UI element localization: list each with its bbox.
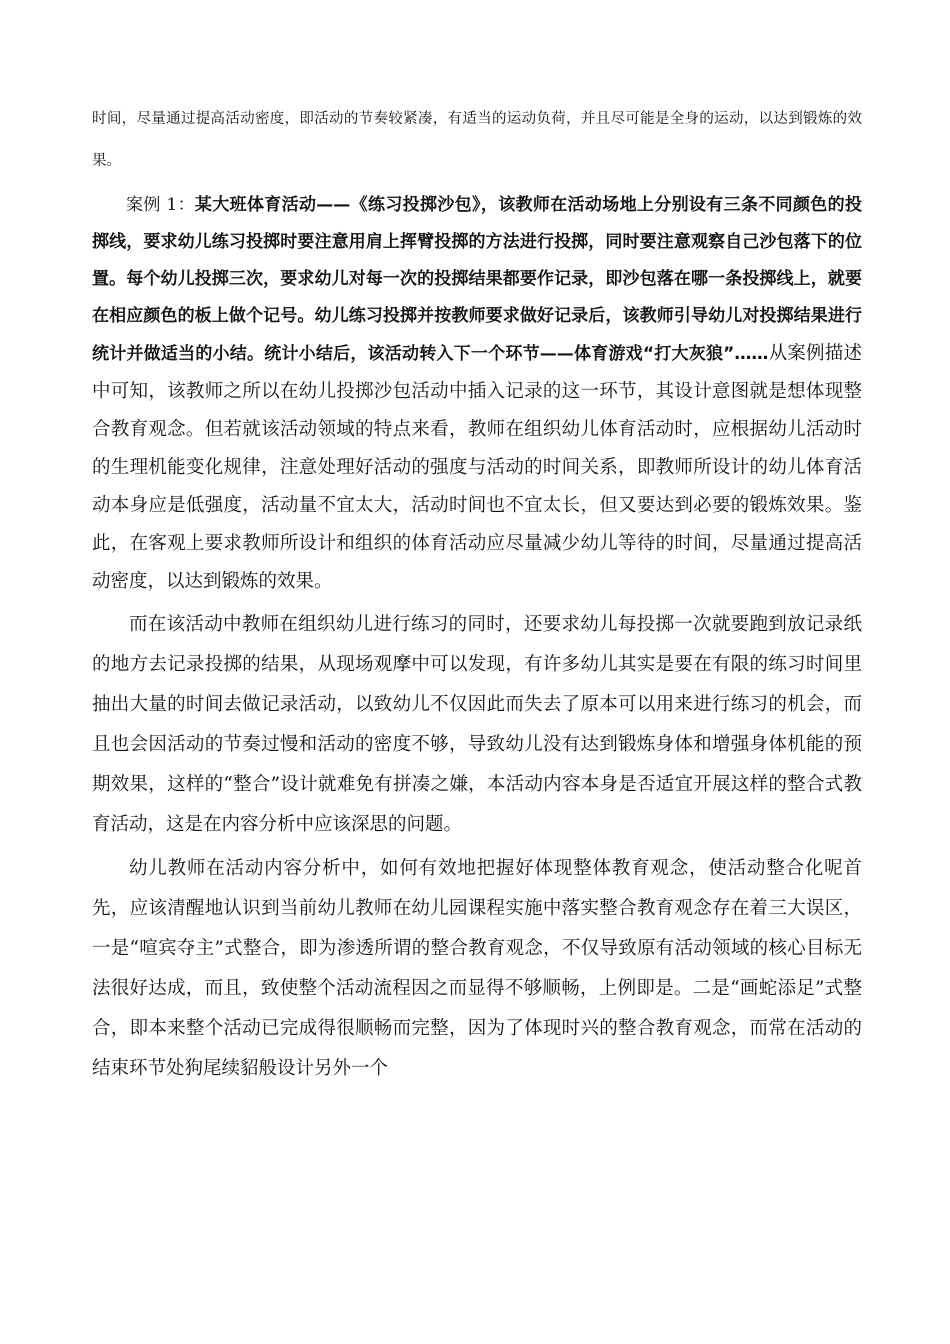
paragraph-integration: 幼儿教师在活动内容分析中，如何有效地把握好体现整体教育观念，使活动整合化呢首先，应该清醒地认识到当前幼儿教师在幼儿园课程实施中落实整合教育观念存在着三大误区，一是“喧宾夺主”式整合，即为渗透所谓的整合教育观念，不仅导致原有活动领域的核心目标无法很好达成，而且，致使整个活动流程因之而显得不够顺畅，上例即是。二是“画蛇添足”式整合，即本来整个活动已完成得很顺畅而完整，因为了体现时兴的整合教育观念，而常在活动的结束环节处狗尾续貂般设计另外一个 — [92, 858, 862, 1079]
paragraph-continuation: 时间，尽量通过提高活动密度，即活动的节奏较紧凑，有适当的运动负荷，并且尽可能是全身的运动，以达到锻炼的效果。 — [92, 111, 862, 169]
paragraph-case-1 — [92, 187, 862, 601]
case-analysis: 从案例描述中可知，该教师之所以在幼儿投掷沙包活动中插入记录的这一环节，其设计意图就是想体现整合教育观念。但若就该活动领域的特点来看，教师在组织幼儿体育活动时，应根据幼儿活动时的生理机能变化规律，注意处理好活动的强度与活动的时间关系，即教师所设计的幼儿体育活动本身应是低强度，活动量不宜太大，活动时间也不宜太长，但又要达到必要的锻炼效果。鉴此，在客观上要求教师所设计和组织的体育活动应尽量减少幼儿等待的时间，尽量通过提高活动密度，以达到锻炼的效果。 — [92, 343, 862, 592]
case-label: 案例 1： — [126, 195, 195, 215]
paragraph-observation: 而在该活动中教师在组织幼儿进行练习的同时，还要求幼儿每投掷一次就要跑到放记录纸的地方去记录投掷的结果，从现场观摩中可以发现，有许多幼儿其实是要在有限的练习时间里抽出大量的时间去做记录活动，以致幼儿不仅因此而失去了原本可以用来进行练习的机会，而且也会因活动的节奏过慢和活动的密度不够，导致幼儿没有达到锻炼身体和增强身体机能的预期效果，这样的“整合”设计就难免有拼凑之嫌，本活动内容本身是否适宜开展这样的整合式教育活动，这是在内容分析中应该深思的问题。 — [92, 614, 862, 835]
case-description: 某大班体育活动——《练习投掷沙包》，该教师在活动场地上分别设有三条不同颜色的投掷线，要求幼儿练习投掷时要注意用肩上挥臂投掷的方法进行投掷，同时要注意观察自己沙包落下的位置。每个幼儿投掷三次，要求幼儿对每一次的投掷结果都要作记录，即沙包落在哪一条投掷线上，就要在相应颜色的板上做个记号。幼儿练习投掷并按教师要求做好记录后，该教师引导幼儿对投掷结果进行统计并做适当的小结。统计小结后，该活动转入下一个环节——体育游戏“打大灰狼”…… — [92, 195, 862, 364]
document-page — [92, 98, 862, 1089]
